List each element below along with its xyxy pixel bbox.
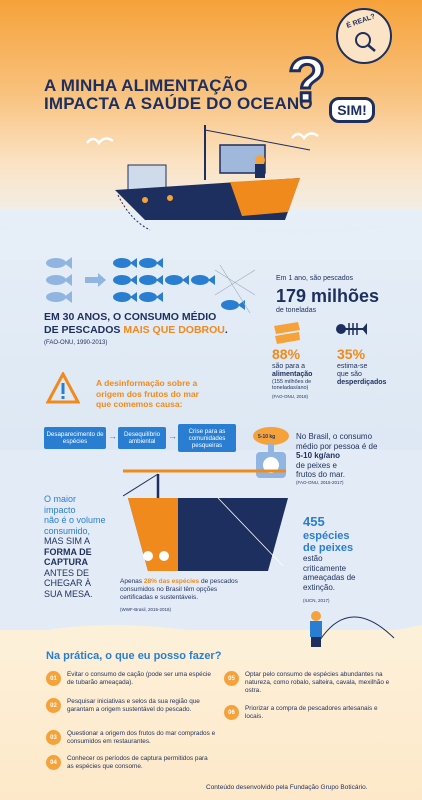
step-number-2: 02	[46, 698, 61, 713]
per-person-line2: médio por pessoa é de	[296, 441, 378, 451]
practice-step-5	[224, 671, 394, 695]
food-source: (FAO-ONU, 2018)	[272, 394, 309, 399]
magnifier-icon	[353, 30, 377, 52]
chain-arrow-1: →	[108, 431, 117, 441]
step-text-3: Questionar a origem dos frutos do mar comprados e consumidos em restaurantes.	[67, 730, 216, 745]
per-person-line4: frutos do mar.	[296, 470, 345, 479]
fisherman-illustration	[290, 600, 400, 650]
scale-label: 5-10 kg	[258, 434, 276, 440]
step-number-5: 05	[224, 671, 239, 686]
waste-percentage: 35%	[337, 346, 366, 362]
food-detail: (155 milhões de toneladas/ano)	[272, 379, 312, 391]
certified-highlight: 28% das espécies	[143, 578, 200, 585]
footer-credit: Conteúdo desenvolvido pela Fundação Grupo Boticário.	[206, 784, 368, 791]
fishing-boat-illustration	[110, 120, 320, 235]
capture-l1: O maior	[44, 494, 77, 504]
step-number-3: 03	[46, 730, 61, 745]
capture-l4: consumido,	[44, 525, 91, 536]
species-source: (IUCN, 2017)	[303, 598, 330, 603]
chain-card-3: Crise para as comunidades pesqueiras	[178, 424, 236, 452]
certified-pre: Apenas	[120, 578, 144, 585]
consumption-line2-start: DE PESCADOS	[44, 324, 124, 336]
step-number-4: 04	[46, 755, 61, 770]
capture-l5: MAS SIM A	[44, 536, 91, 546]
disinformation-text	[96, 378, 199, 410]
trawler-silhouette	[118, 466, 288, 576]
food-text	[272, 363, 334, 401]
capture-l8: ANTES DE	[44, 567, 90, 578]
practice-step-2	[46, 698, 216, 714]
salmon-fillet-icon	[272, 320, 302, 346]
waste-text-line1: estima-se	[337, 363, 368, 370]
species-line2: de peixes	[303, 542, 354, 554]
catch-value: 179 milhões	[276, 286, 380, 306]
species-line5: ameaçadas de	[303, 573, 356, 582]
consumption-statement	[44, 311, 264, 337]
species-text	[303, 530, 413, 592]
certified-post: de pescados	[199, 578, 238, 585]
capture-text	[44, 494, 120, 599]
certified-line3: certificadas e sustentáveis.	[120, 594, 199, 601]
certified-text	[120, 578, 290, 602]
answer-badge: SIM!	[329, 97, 375, 123]
chain-card-2: Desequilíbrio ambiental	[118, 427, 166, 449]
step-text-6: Priorizar a compra de pescadores artesanais e locais.	[245, 705, 378, 720]
practice-title: Na prática, o que eu posso fazer?	[46, 650, 222, 662]
practice-step-6	[224, 705, 394, 721]
disinformation-line2: origem dos frutos do mar	[96, 388, 199, 399]
question-mark-icon: ?	[288, 46, 326, 115]
consumption-highlight: MAIS QUE DOBROU	[123, 324, 225, 336]
practice-step-3	[46, 730, 216, 746]
species-line1: espécies	[303, 530, 350, 542]
capture-l9: CHEGAR À	[44, 578, 92, 588]
practice-step-4	[46, 755, 216, 771]
step-text-4: Conhecer os períodos de captura permitidos para as espécies que consome.	[67, 755, 208, 770]
warning-icon	[46, 372, 80, 404]
food-percentage: 88%	[272, 346, 301, 362]
step-number-1: 01	[46, 671, 61, 686]
waste-text-line2: que são	[337, 371, 362, 378]
disinformation-line1: A desinformação sobre a	[96, 378, 198, 388]
species-count: 455	[303, 514, 325, 529]
per-person-text	[296, 432, 414, 480]
step-number-6: 06	[224, 705, 239, 720]
consumption-end: .	[224, 324, 228, 336]
capture-l10: SUA MESA.	[44, 588, 93, 599]
capture-l2: impacto	[44, 504, 76, 515]
waste-text	[337, 363, 407, 387]
per-person-source: (FAO-ONU, 2015-2017)	[296, 480, 344, 485]
certified-source: (WWF-Brasil, 2015-2018)	[120, 607, 172, 612]
capture-l3: não é o volume	[44, 515, 106, 525]
catch-unit: de toneladas	[276, 307, 317, 314]
chain-arrow-2: →	[168, 431, 177, 441]
page-title-line2: IMPACTA A SAÚDE DO OCEANO	[44, 94, 313, 113]
certified-line2: consumidos no Brasil têm opções	[120, 586, 218, 593]
species-line6: extinção.	[303, 582, 336, 592]
consumption-line1: EM 30 ANOS, O CONSUMO MÉDIO	[44, 311, 217, 323]
fish-bone-icon	[335, 320, 367, 338]
seal-text: É REAL?	[345, 13, 377, 30]
step-text-5: Optar pelo consumo de espécies abundantes na natureza, como robalo, salteira, cavala, mexilhão e ostra.	[245, 671, 390, 694]
disinformation-line3: que comemos causa:	[96, 399, 183, 409]
consumption-source: (FAO-ONU, 1990-2013)	[44, 340, 108, 346]
species-line4: criticamente	[303, 563, 347, 573]
consumption-line2	[44, 324, 264, 337]
step-text-1: Evitar o consumo de cação (pode ser uma espécie de tubarão ameaçada).	[67, 671, 211, 686]
practice-step-1	[46, 671, 216, 687]
fish-comparison-illustration	[40, 255, 260, 315]
chain-card-1: Desaparecimento de espécies	[44, 427, 106, 449]
capture-l6: FORMA DE	[44, 546, 92, 557]
food-text-line1: são para a	[272, 363, 306, 370]
step-text-2: Pesquisar iniciativas e selos da sua região que garantam a origem sustentável do pescado.	[67, 698, 200, 713]
per-person-line3: de peixes e	[296, 460, 337, 470]
per-person-bold: 5-10 kg/ano	[296, 451, 341, 460]
capture-l7: CAPTURA	[44, 557, 88, 567]
catch-intro: Em 1 ano, são pescados	[276, 275, 354, 282]
species-line3: estão	[303, 554, 323, 563]
food-text-bold: alimentação	[272, 371, 313, 378]
page-title-line1: A MINHA ALIMENTAÇÃO	[44, 76, 248, 95]
waste-text-bold: desperdiçados	[337, 379, 387, 386]
per-person-line1: No Brasil, o consumo	[296, 432, 373, 441]
